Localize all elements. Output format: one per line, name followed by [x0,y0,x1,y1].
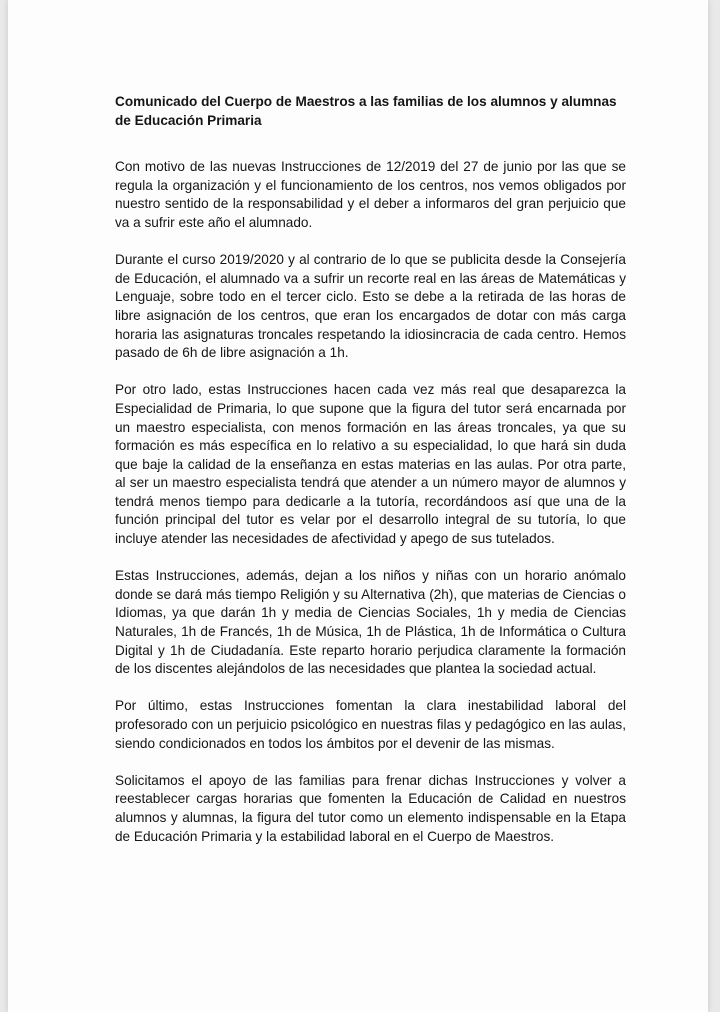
document-title: Comunicado del Cuerpo de Maestros a las familias de los alumnos y alumnas de Educación Primaria [115,94,617,128]
paragraph-4: Estas Instrucciones, además, dejan a los niños y niñas con un horario anómalo donde se dará más tiempo Religión y su Alternativa (2h), que materias de Ciencias o Idiomas, ya que darán 1h y media de Ciencias Sociales, 1h y media de Ciencias Naturales, 1h de Francés, 1h de Música, 1h de Plástica, 1h de Informática o Cultura Digital y 1h de Ciudadanía. Este reparto horario perjudica claramente la formación de los discentes alejándolos de las necesidades que plantea la sociedad actual. [115,568,626,677]
paragraph-1: Con motivo de las nuevas Instrucciones de 12/2019 del 27 de junio por las que se regula la organización y el funcionamiento de los centros, nos vemos obligados por nuestro sentido de la responsabilidad y el deber a informaros del gran perjuicio que va a sufrir este año el alumnado. [115,159,626,230]
paragraph-5: Por último, estas Instrucciones fomentan la clara inestabilidad laboral del profesorado con un perjuicio psicológico en nuestras filas y pedagógico en las aulas, siendo condicionados en todos los ámbitos por el devenir de las mismas. [115,698,626,751]
document-page [8,0,708,1012]
paragraph-6: Solicitamos el apoyo de las familias para frenar dichas Instrucciones y volver a reestablecer cargas horarias que fomenten la Educación de Calidad en nuestros alumnos y alumnas, la figura del tutor como un elemento indispensable en la Etapa de Educación Primaria y la estabilidad laboral en el Cuerpo de Maestros. [115,772,626,844]
paragraph-3: Por otro lado, estas Instrucciones hacen cada vez más real que desaparezca la Especialidad de Primaria, lo que supone que la figura del tutor será encarnada por un maestro especialista, con menos formación en las áreas troncales, ya que su formación es más específica en lo relativo a su especialidad, lo que hará sin duda que baje la calidad de la enseñanza en estas materias en las aulas. Por otra parte, al ser un maestro especialista tendrá que atender a un número mayor de alumnos y tendrá menos tiempo para dedicarle a la tutoría, recordándoos así que una de la función principal del tutor es velar por el desarrollo integral de su tutoría, lo que incluye atender las necesidades de afectividad y apego de sus tutelados. [115,382,626,547]
document-body [115,93,626,865]
paragraph-2: Durante el curso 2019/2020 y al contrario de lo que se publicita desde la Consejería de Educación, el alumnado va a sufrir un recorte real en las áreas de Matemáticas y Lenguaje, sobre todo en el tercer ciclo. Esto se debe a la retirada de las horas de libre asignación de los centros, que eran los encargados de dotar con más carga horaria las asignaturas troncales respetando la idiosincracia de cada centro. Hemos pasado de 6h de libre asignación a 1h. [115,252,626,361]
